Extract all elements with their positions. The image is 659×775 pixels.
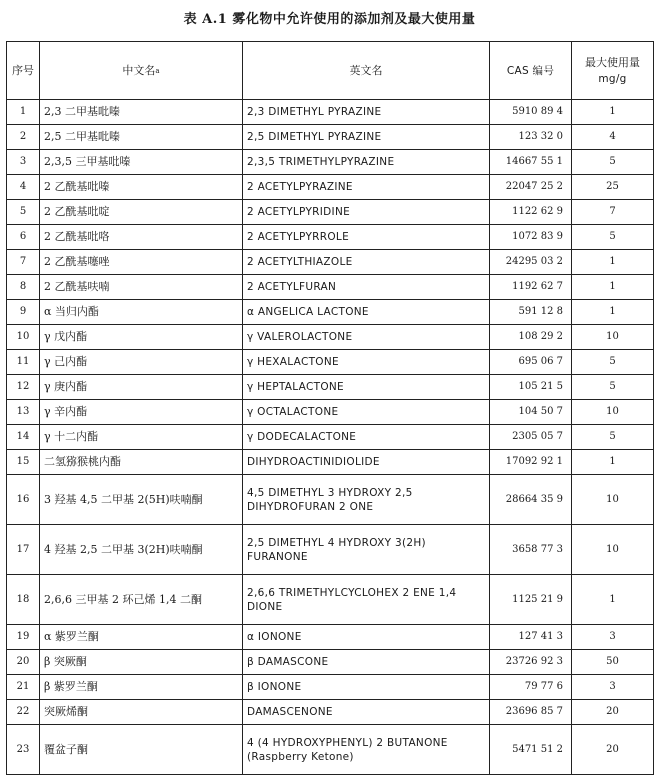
row-cas-number: 2305 05 7 [490,425,572,450]
table-row [7,300,654,325]
row-cas-number: 28664 35 9 [490,475,572,525]
row-english-name: 2 ACETYLPYRIDINE [243,200,490,225]
row-number: 12 [7,375,40,400]
row-cas-number: 22047 25 2 [490,175,572,200]
table-row [7,325,654,350]
row-max-usage: 4 [572,125,654,150]
row-english-name: γ HEXALACTONE [243,350,490,375]
row-number: 10 [7,325,40,350]
row-max-usage: 50 [572,650,654,675]
additives-table [6,41,654,775]
row-max-usage: 5 [572,150,654,175]
row-cas-number: 17092 92 1 [490,450,572,475]
table-row [7,350,654,375]
table-row [7,450,654,475]
row-number: 11 [7,350,40,375]
row-cas-number: 23726 92 3 [490,650,572,675]
row-chinese-name: 4 羟基 2,5 二甲基 3(2H)呋喃酮 [40,525,243,575]
row-max-usage: 1 [572,450,654,475]
row-number: 9 [7,300,40,325]
row-number: 8 [7,275,40,300]
row-chinese-name: 2,3 二甲基吡嗪 [40,100,243,125]
row-max-usage: 20 [572,700,654,725]
row-number: 2 [7,125,40,150]
row-english-name: 2 ACETYLFURAN [243,275,490,300]
row-cas-number: 5910 89 4 [490,100,572,125]
row-cas-number: 14667 55 1 [490,150,572,175]
row-max-usage: 10 [572,525,654,575]
row-max-usage: 3 [572,675,654,700]
row-number: 23 [7,725,40,775]
row-cas-number: 591 12 8 [490,300,572,325]
row-cas-number: 24295 03 2 [490,250,572,275]
row-cas-number: 5471 51 2 [490,725,572,775]
row-cas-number: 79 77 6 [490,675,572,700]
row-number: 21 [7,675,40,700]
row-cas-number: 108 29 2 [490,325,572,350]
row-chinese-name: 覆盆子酮 [40,725,243,775]
table-row [7,175,654,200]
row-max-usage: 1 [572,250,654,275]
row-english-name: DIHYDROACTINIDIOLIDE [243,450,490,475]
header-en: 英文名 [243,42,490,100]
header-cn [40,42,243,100]
row-number: 14 [7,425,40,450]
row-english-name: 4 (4 HYDROXYPHENYL) 2 BUTANONE (Raspberry Ketone) [243,725,490,775]
row-english-name: 2 ACETYLPYRAZINE [243,175,490,200]
table-title: 表 A.1 雾化物中允许使用的添加剂及最大使用量 [183,12,476,27]
row-chinese-name: γ 十二内酯 [40,425,243,450]
row-chinese-name: 2 乙酰基吡嗪 [40,175,243,200]
row-number: 13 [7,400,40,425]
row-chinese-name: 2 乙酰基吡咯 [40,225,243,250]
row-number: 17 [7,525,40,575]
row-cas-number: 1125 21 9 [490,575,572,625]
row-english-name: β DAMASCONE [243,650,490,675]
row-cas-number: 123 32 0 [490,125,572,150]
row-max-usage: 25 [572,175,654,200]
row-chinese-name: γ 戊内酯 [40,325,243,350]
row-cas-number: 695 06 7 [490,350,572,375]
row-english-name: 2 ACETYLPYRROLE [243,225,490,250]
row-english-name: α IONONE [243,625,490,650]
row-chinese-name: γ 庚内酯 [40,375,243,400]
header-row [7,42,654,100]
row-chinese-name: 突厥烯酮 [40,700,243,725]
table-row [7,700,654,725]
table-row [7,100,654,125]
row-number: 5 [7,200,40,225]
row-chinese-name: 2,3,5 三甲基吡嗪 [40,150,243,175]
row-english-name: γ HEPTALACTONE [243,375,490,400]
row-number: 20 [7,650,40,675]
table-row [7,525,654,575]
header-max [572,42,654,100]
table-row [7,425,654,450]
header-max-label: 最大使用量 [585,55,640,69]
row-number: 7 [7,250,40,275]
table-row [7,125,654,150]
row-max-usage: 5 [572,225,654,250]
row-cas-number: 1072 83 9 [490,225,572,250]
row-number: 4 [7,175,40,200]
row-number: 6 [7,225,40,250]
row-max-usage: 5 [572,375,654,400]
row-english-name: 2,5 DIMETHYL 4 HYDROXY 3(2H) FURANONE [243,525,490,575]
row-chinese-name: γ 辛内酯 [40,400,243,425]
header-cas: CAS 编号 [490,42,572,100]
table-row [7,575,654,625]
row-english-name: 2 ACETYLTHIAZOLE [243,250,490,275]
header-cn-text: 中文名 [122,63,156,77]
row-cas-number: 23696 85 7 [490,700,572,725]
row-chinese-name: β 紫罗兰酮 [40,675,243,700]
row-english-name: 4,5 DIMETHYL 3 HYDROXY 2,5 DIHYDROFURAN 2 ONE [243,475,490,525]
table-row [7,200,654,225]
row-chinese-name: α 当归内酯 [40,300,243,325]
row-cas-number: 104 50 7 [490,400,572,425]
row-max-usage: 10 [572,475,654,525]
row-chinese-name: α 紫罗兰酮 [40,625,243,650]
row-max-usage: 1 [572,575,654,625]
row-chinese-name: 2 乙酰基呋喃 [40,275,243,300]
table-row [7,400,654,425]
row-max-usage: 5 [572,350,654,375]
header-cn-footnote-mark: a [155,66,160,75]
row-english-name: γ OCTALACTONE [243,400,490,425]
row-english-name: 2,3,5 TRIMETHYLPYRAZINE [243,150,490,175]
table-row [7,650,654,675]
header-max-unit: mg/g [598,72,627,85]
table-row [7,225,654,250]
row-chinese-name: γ 己内酯 [40,350,243,375]
table-row [7,675,654,700]
row-max-usage: 3 [572,625,654,650]
table-row [7,375,654,400]
header-no: 序号 [7,42,40,100]
row-number: 19 [7,625,40,650]
row-max-usage: 5 [572,425,654,450]
row-cas-number: 1122 62 9 [490,200,572,225]
row-number: 22 [7,700,40,725]
table-row [7,625,654,650]
row-max-usage: 1 [572,275,654,300]
table-row [7,275,654,300]
row-max-usage: 10 [572,400,654,425]
row-english-name: γ DODECALACTONE [243,425,490,450]
row-chinese-name: 2 乙酰基噻唑 [40,250,243,275]
row-cas-number: 127 41 3 [490,625,572,650]
row-max-usage: 1 [572,100,654,125]
row-english-name: 2,5 DIMETHYL PYRAZINE [243,125,490,150]
row-chinese-name: 2 乙酰基吡啶 [40,200,243,225]
table-row [7,150,654,175]
row-number: 3 [7,150,40,175]
row-english-name: γ VALEROLACTONE [243,325,490,350]
row-max-usage: 1 [572,300,654,325]
row-english-name: β IONONE [243,675,490,700]
row-cas-number: 105 21 5 [490,375,572,400]
table-row [7,725,654,775]
table-row [7,250,654,275]
row-chinese-name: 3 羟基 4,5 二甲基 2(5H)呋喃酮 [40,475,243,525]
table-row [7,475,654,525]
row-max-usage: 10 [572,325,654,350]
row-english-name: α ANGELICA LACTONE [243,300,490,325]
row-cas-number: 3658 77 3 [490,525,572,575]
row-number: 16 [7,475,40,525]
row-max-usage: 7 [572,200,654,225]
row-max-usage: 20 [572,725,654,775]
row-chinese-name: β 突厥酮 [40,650,243,675]
row-cas-number: 1192 62 7 [490,275,572,300]
row-number: 15 [7,450,40,475]
row-chinese-name: 二氢猕猴桃内酯 [40,450,243,475]
row-chinese-name: 2,5 二甲基吡嗪 [40,125,243,150]
row-number: 1 [7,100,40,125]
row-number: 18 [7,575,40,625]
row-english-name: 2,6,6 TRIMETHYLCYCLOHEX 2 ENE 1,4 DIONE [243,575,490,625]
row-english-name: 2,3 DIMETHYL PYRAZINE [243,100,490,125]
row-english-name: DAMASCENONE [243,700,490,725]
row-chinese-name: 2,6,6 三甲基 2 环己烯 1,4 二酮 [40,575,243,625]
table-body [7,100,654,775]
